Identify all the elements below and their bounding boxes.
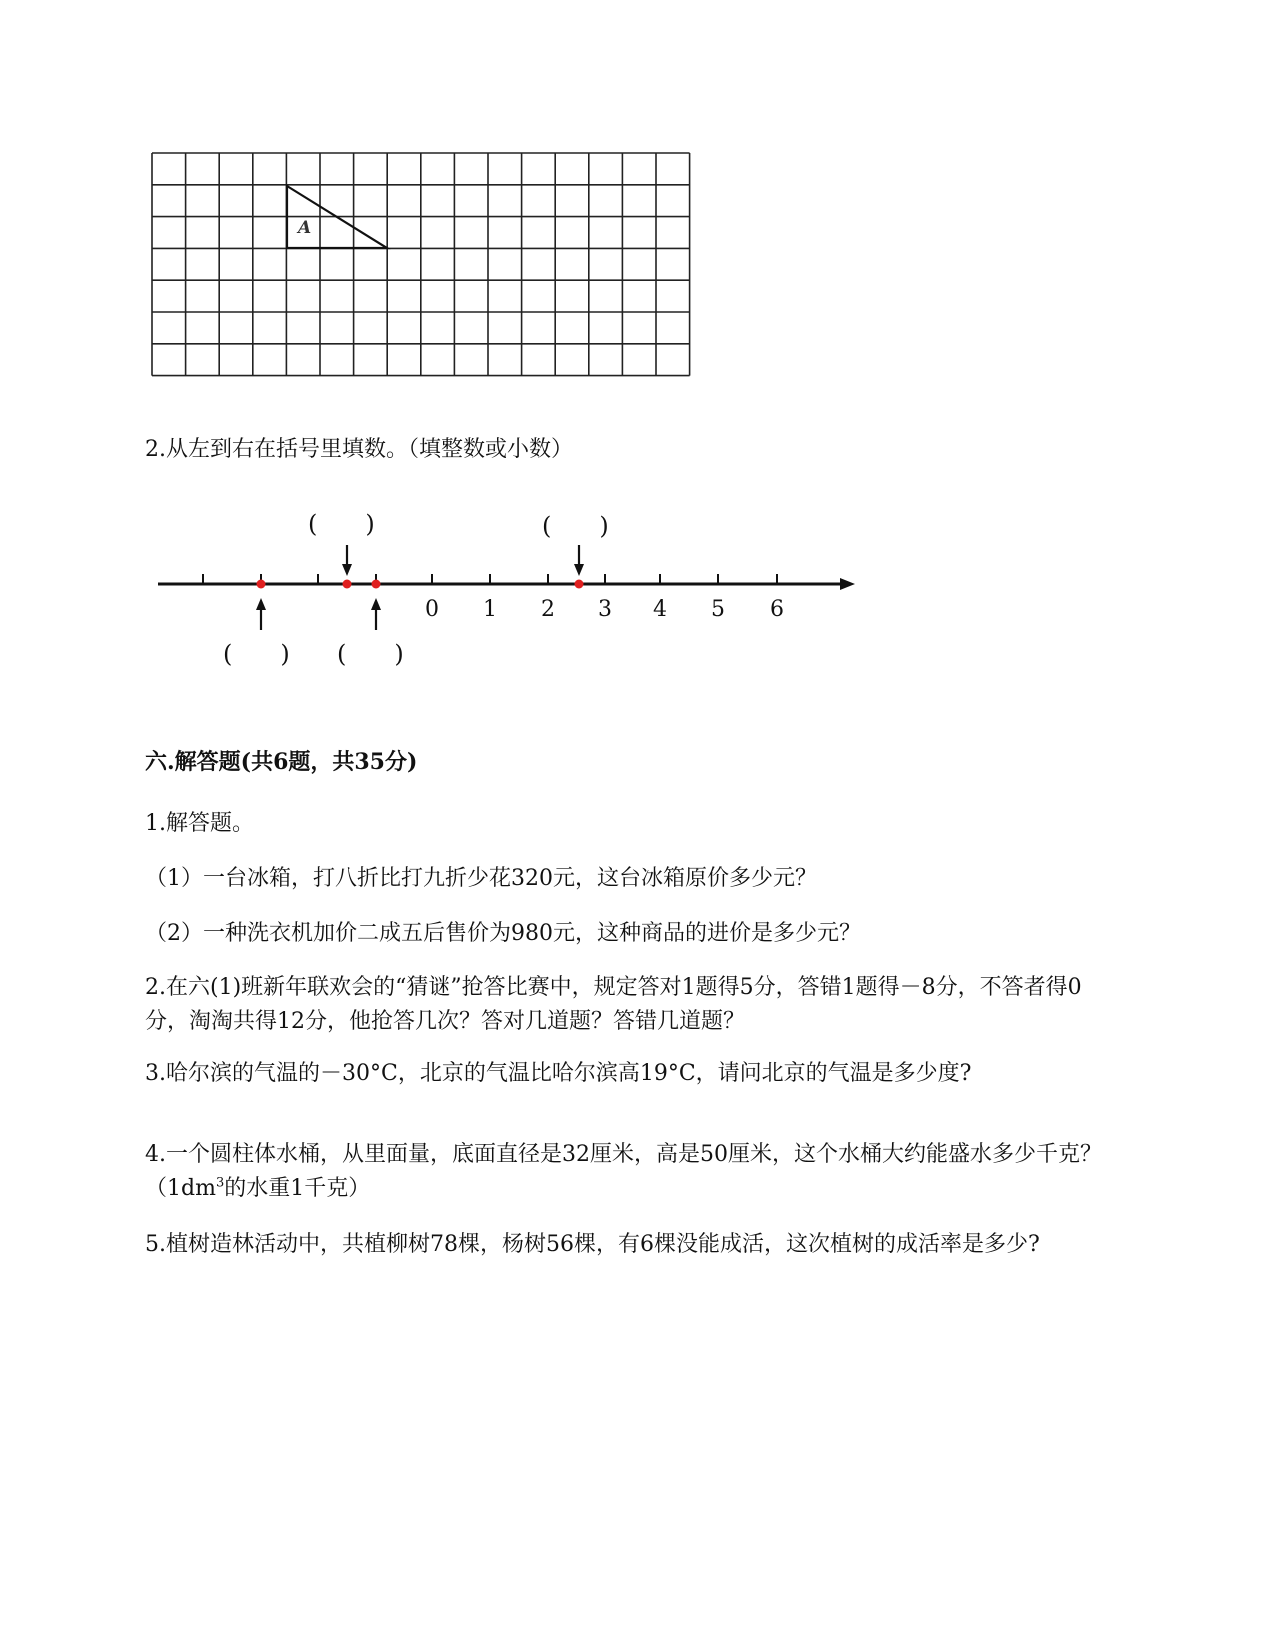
point-d: [575, 580, 584, 589]
number-line-tick-label: 4: [653, 597, 667, 622]
section-6-heading: 六.解答题(共6题，共35分): [145, 749, 418, 775]
blank-above-point-d: ( ): [542, 512, 609, 540]
blank-above-point-b: ( ): [308, 510, 375, 538]
section-6-q4-text: 4.一个圆柱体水桶，从里面量，底面直径是32厘米，高是50厘米，这个水桶大约能盛水多少千克？（1dm: [145, 1142, 1102, 1201]
number-line-tick-label: 3: [598, 597, 612, 622]
section-6-q4-superscript: 3: [215, 1175, 225, 1191]
blank-below-point-a: ( ): [223, 640, 290, 668]
number-line-arrow-icon: [840, 578, 855, 590]
section-6-q4-text-end: 的水重1千克）: [224, 1176, 371, 1201]
section-6-q3: 3.哈尔滨的气温的－30°C，北京的气温比哈尔滨高19°C，请问北京的气温是多少度?: [145, 1061, 972, 1086]
number-line-tick-label: 6: [770, 597, 784, 622]
question-2-title: 2.从左到右在括号里填数。（填整数或小数）: [145, 437, 573, 462]
section-6-q5: 5.植树造林活动中，共植柳树78棵，杨树56棵，有6棵没能成活，这次植树的成活率是多少?: [145, 1232, 1040, 1257]
number-line-tick-label: 2: [541, 597, 555, 622]
grid-figure: [140, 145, 700, 385]
section-6-q1-part2: （2）一种洗衣机加价二成五后售价为980元，这种商品的进价是多少元？: [145, 921, 861, 946]
point-b: [343, 580, 352, 589]
point-c: [372, 580, 381, 589]
point-a: [257, 580, 266, 589]
section-6-q2: 2.在六(1)班新年联欢会的“猜谜”抢答比赛中，规定答对1题得5分，答错1题得－8分，不答者得0分，淘淘共得12分，他抢答几次？答对几道题？答错几道题？: [145, 975, 1082, 1034]
number-line-figure: [140, 500, 870, 680]
section-6-q4: [145, 1138, 1115, 1206]
number-line-tick-label: 5: [711, 597, 725, 622]
number-line-tick-label: 0: [425, 597, 439, 622]
triangle-a-label: A: [298, 218, 312, 238]
blank-below-point-c: ( ): [337, 640, 404, 668]
section-6-q1-title: 1.解答题。: [145, 811, 254, 836]
number-line-tick-label: 1: [483, 597, 497, 622]
section-6-q1-part1: （1）一台冰箱，打八折比打九折少花320元，这台冰箱原价多少元？: [145, 866, 817, 891]
